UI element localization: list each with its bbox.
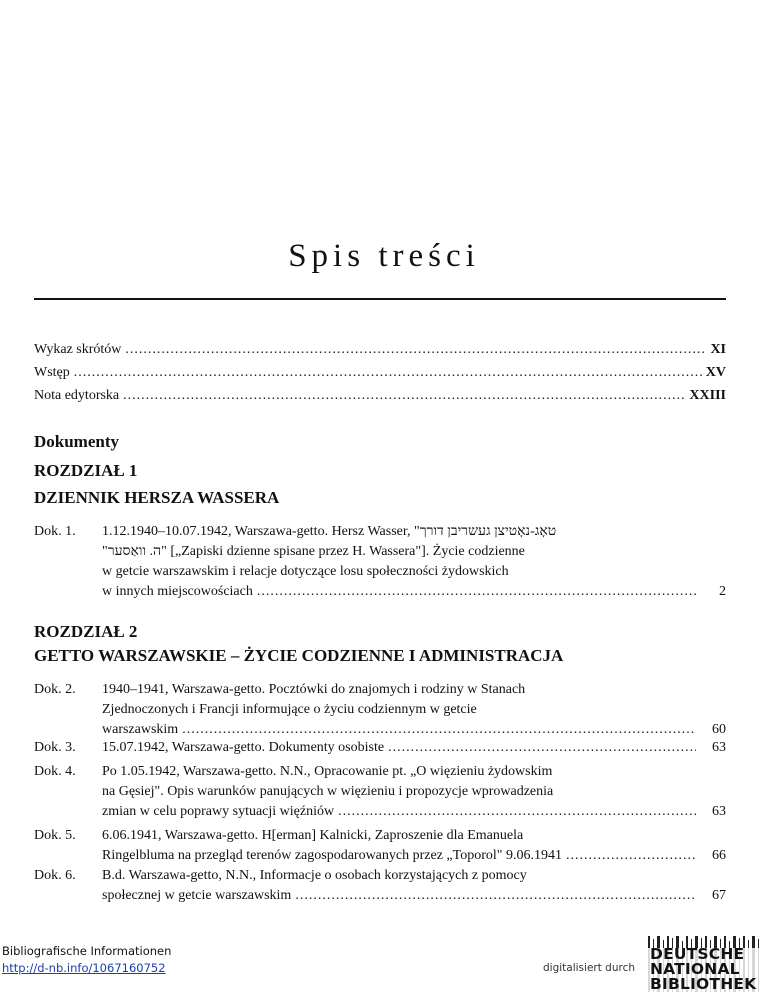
- entry-line: Po 1.05.1942, Warszawa-getto. N.N., Opracowanie pt. „O więzieniu żydowskim: [102, 764, 553, 779]
- entry-line: Ringelbluma na przegląd terenów zagospodarowanych przez „Toporol" 9.06.1941: [102, 848, 562, 863]
- title-rule: [34, 298, 726, 300]
- bib-label: Bibliografische Informationen: [2, 944, 172, 958]
- toc-entry-introduction[interactable]: [34, 365, 726, 388]
- doc-number: Dok. 6.: [34, 868, 76, 883]
- toc-page: 2: [719, 584, 726, 599]
- entry-line: warszawskim: [102, 722, 179, 737]
- toc-entry-dok-2[interactable]: [34, 680, 726, 740]
- documents-heading: Dokumenty: [34, 432, 120, 451]
- entry-line: 15.07.1942, Warszawa-getto. Dokumenty osobiste: [102, 740, 385, 755]
- entry-line: zmian w celu poprawy sytuacji więźniów: [102, 804, 335, 819]
- toc-page: 66: [712, 848, 726, 863]
- entry-line: 1940–1941, Warszawa-getto. Pocztówki do znajomych i rodziny w Stanach: [102, 682, 526, 697]
- bibliographic-info: [2, 943, 171, 977]
- toc-entry-dok-3[interactable]: [34, 738, 726, 758]
- page-title: Spis treści: [288, 238, 480, 274]
- doc-number: Dok. 1.: [34, 524, 76, 539]
- toc-entry-dok-5[interactable]: [34, 826, 726, 866]
- leader-dots: [338, 802, 696, 822]
- entry-line: na Gęsiej". Opis warunków panujących w więzieniu i propozycje wprowadzenia: [102, 784, 554, 799]
- entry-line: w getcie warszawskim i relacje dotyczące losu społeczności żydowskich: [102, 564, 509, 579]
- toc-page: 60: [712, 722, 726, 737]
- leader-dots: [566, 846, 696, 866]
- entry-line: 1.12.1940–10.07.1942, Warszawa-getto. Hersz Wasser, "טאָג-נאָטיצן געשריבן דורך: [102, 524, 557, 539]
- toc-page: 63: [712, 804, 726, 819]
- toc-label: Wstęp: [34, 365, 70, 380]
- doc-number: Dok. 3.: [34, 740, 76, 755]
- bib-link[interactable]: http://d-nb.info/1067160752: [2, 961, 166, 975]
- dnb-logo-line-1: DEUTSCHE: [650, 945, 745, 963]
- doc-number: Dok. 2.: [34, 682, 76, 697]
- toc-label: Nota edytorska: [34, 388, 120, 403]
- leader-dots: [182, 720, 696, 740]
- entry-line: w innych miejscowościach: [102, 584, 253, 599]
- front-matter-list: [34, 342, 726, 411]
- toc-page: XV: [705, 365, 726, 380]
- entry-line: "ה. וואַסער" [„Zapiski dzienne spisane przez H. Wassera"]. Życie codzienne: [102, 544, 525, 559]
- leader-dots: [295, 886, 696, 906]
- entry-line: Zjednoczonych i Francji informujące o życiu codziennym w getcie: [102, 702, 477, 717]
- chapter-1-label: ROZDZIAŁ 1: [34, 461, 138, 480]
- leader-dots: [123, 388, 685, 404]
- leader-dots: [125, 342, 706, 358]
- leader-dots: [388, 738, 696, 758]
- doc-number: Dok. 4.: [34, 764, 76, 779]
- entry-line: 6.06.1941, Warszawa-getto. H[erman] Kalnicki, Zaproszenie dla Emanuela: [102, 828, 524, 843]
- chapter-2-label: ROZDZIAŁ 2: [34, 622, 138, 641]
- toc-page: XXIII: [689, 388, 726, 403]
- leader-dots: [74, 365, 702, 381]
- leader-dots: [257, 582, 696, 602]
- toc-page: XI: [710, 342, 726, 357]
- entry-line: społecznej w getcie warszawskim: [102, 888, 292, 903]
- toc-entry-dok-4[interactable]: [34, 762, 726, 822]
- chapter-1-title: DZIENNIK HERSZA WASSERA: [34, 488, 280, 507]
- chapter-2-title: GETTO WARSZAWSKIE – ŻYCIE CODZIENNE I ADMINISTRACJA: [34, 646, 564, 665]
- toc-entry-editorial-note[interactable]: [34, 388, 726, 411]
- dnb-logo-line-2: NATIONAL: [650, 960, 740, 978]
- toc-label: Wykaz skrótów: [34, 342, 122, 357]
- entry-line: B.d. Warszawa-getto, N.N., Informacje o osobach korzystających z pomocy: [102, 868, 527, 883]
- toc-entry-abbreviations[interactable]: [34, 342, 726, 365]
- toc-entry-dok-1[interactable]: [34, 522, 726, 602]
- toc-page: 67: [712, 888, 726, 903]
- dnb-logo-line-3: BIBLIOTHEK: [650, 975, 757, 993]
- toc-entry-dok-6[interactable]: [34, 866, 726, 906]
- toc-page: 63: [712, 740, 726, 755]
- digitalized-by-label: digitalisiert durch: [543, 962, 636, 974]
- doc-number: Dok. 5.: [34, 828, 76, 843]
